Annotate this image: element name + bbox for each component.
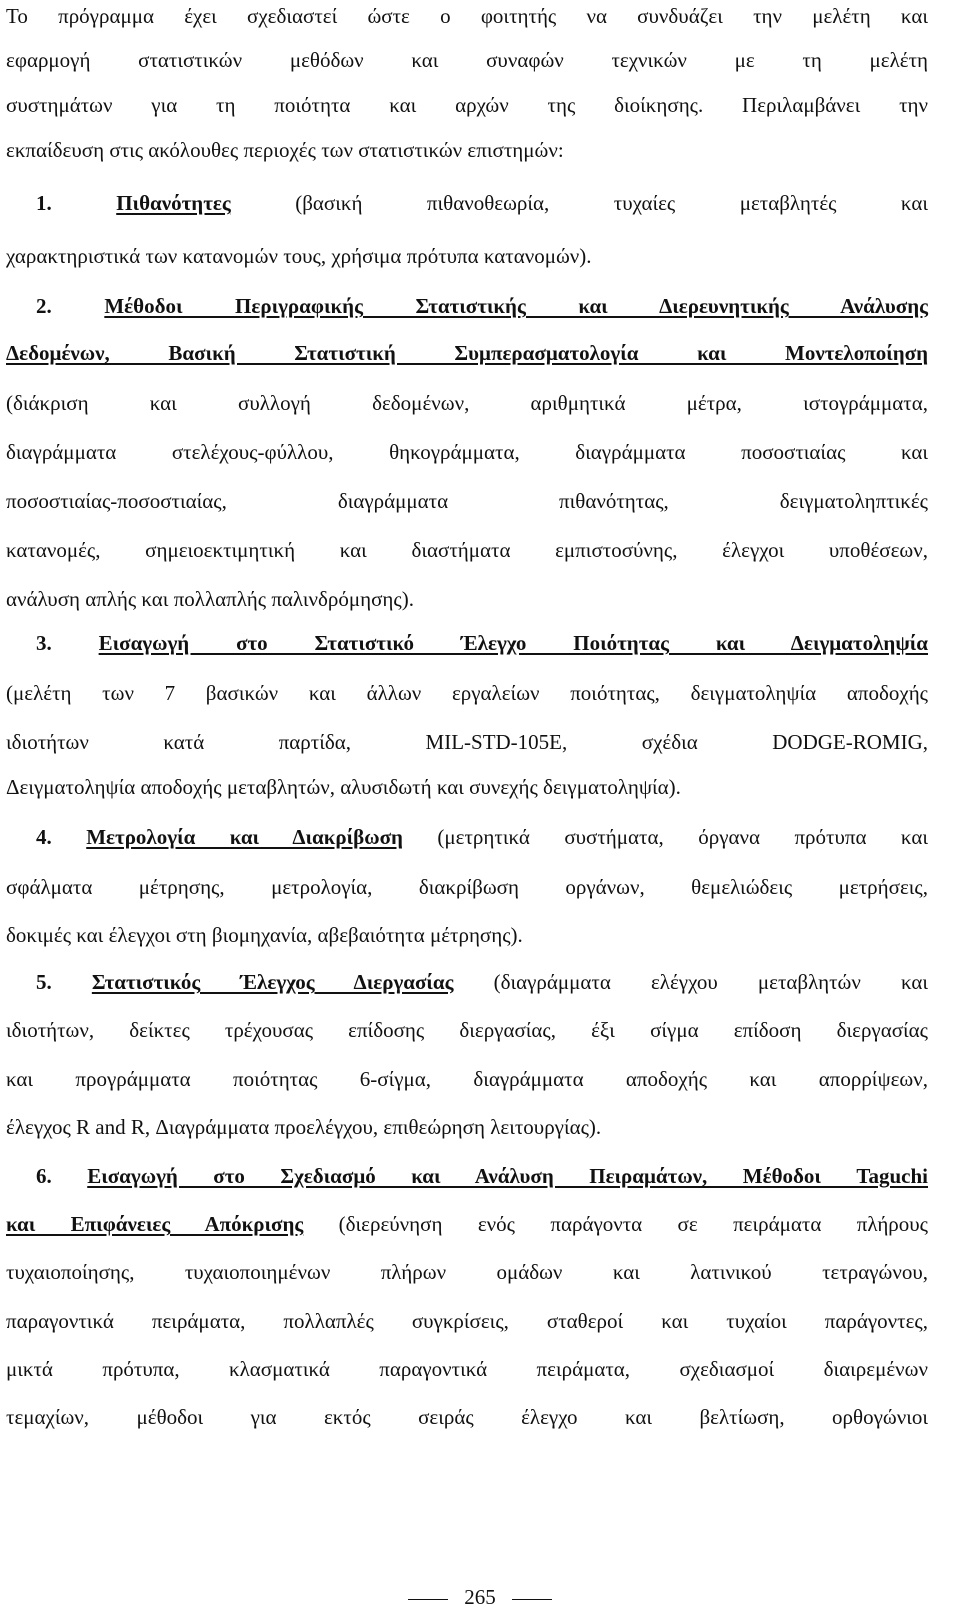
item-title: Εισαγωγή στο Στατιστικό Έλεγχο Ποιότητας και Δειγματοληψία [98,631,929,655]
text-line: διαγράμματα στελέχους-φύλλου, θηκογράμματα, διαγράμματα ποσοστιαίας και [6,440,928,464]
footer-dash-left [408,1599,448,1600]
item-number: 3. [36,631,52,655]
item-number: 1. [36,191,52,215]
text-line: συστημάτων για τη ποιότητα και αρχών της διοίκησης. Περιλαμβάνει την [6,93,928,117]
text-line: (μελέτη των 7 βασικών και άλλων εργαλείων ποιότητας, δειγματοληψία αποδοχής [6,681,928,705]
text-line: κατανομές, σημειοεκτιμητική και διαστήματα εμπιστοσύνης, έλεγχοι υποθέσεων, [6,538,928,562]
list-item-6-line [6,1161,928,1191]
text-line: ιδιοτήτων, δείκτες τρέχουσας επίδοσης διεργασίας, έξι σίγμα επίδοση διεργασίας [6,1018,928,1042]
text-line: εκπαίδευση στις ακόλουθες περιοχές των στατιστικών επιστημών: [6,138,564,162]
text-line: εφαρμογή στατιστικών μεθόδων και συναφών τεχνικών με τη μελέτη [6,48,928,72]
list-item-1-line [6,188,928,218]
list-item-2-line [6,291,928,321]
text-line [6,1209,928,1239]
list-item-5-line [6,967,928,997]
text-line: σφάλματα μέτρησης, μετρολογία, διακρίβωση οργάνων, θεμελιώδεις μετρήσεις, [6,875,928,899]
list-item-4-line [6,822,928,852]
item-number: 5. [36,970,52,994]
item-title: και Επιφάνειες Απόκρισης [6,1212,304,1236]
item-text: (βασική πιθανοθεωρία, τυχαίες μεταβλητές και [295,191,928,215]
text-line: έλεγχος R and R, Διαγράμματα προελέγχου, επιθεώρηση λειτουργίας). [6,1115,602,1139]
text-line: Το πρόγραμμα έχει σχεδιαστεί ώστε ο φοιτητής να συνδυάζει την μελέτη και [6,4,928,28]
text-line: τεμαχίων, μέθοδοι για εκτός σειράς έλεγχο και βελτίωση, ορθογώνιοι [6,1405,928,1429]
text-line: παραγοντικά πειράματα, πολλαπλές συγκρίσεις, σταθεροί και τυχαίοι παράγοντες, [6,1309,928,1333]
item-number: 4. [36,825,52,849]
item-text: (διαγράμματα ελέγχου μεταβλητών και [493,970,928,994]
text-line [6,338,928,368]
text-line: δοκιμές και έλεγχοι στη βιομηχανία, αβεβαιότητα μέτρησης). [6,923,523,947]
text-line: και προγράμματα ποιότητας 6-σίγμα, διαγράμματα αποδοχής και απορρίψεων, [6,1067,928,1091]
text-line: ποσοστιαίας-ποσοστιαίας, διαγράμματα πιθανότητας, δειγματοληπτικές [6,489,928,513]
footer-dash-right [512,1599,552,1600]
item-text: (διερεύνηση ενός παράγοντα σε πειράματα πλήρους [338,1212,928,1236]
text-line: (διάκριση και συλλογή δεδομένων, αριθμητικά μέτρα, ιστογράμματα, [6,391,928,415]
text-line: ιδιοτήτων κατά παρτίδα, MIL-STD-105E, σχέδια DODGE-ROMIG, [6,730,928,754]
item-title: Μετρολογία και Διακρίβωση [86,825,403,849]
item-title: Πιθανότητες [116,191,231,215]
item-number: 6. [36,1164,52,1188]
text-line: ανάλυση απλής και πολλαπλής παλινδρόμησης). [6,587,414,611]
item-title: Στατιστικός Έλεγχος Διεργασίας [91,970,454,994]
page-number: 265 [464,1585,496,1609]
item-text: (μετρητικά συστήματα, όργανα πρότυπα και [437,825,928,849]
item-title: Εισαγωγή στο Σχεδιασμό και Ανάλυση Πειραμάτων, Μέθοδοι Taguchi [87,1164,928,1188]
text-line: τυχαιοποίησης, τυχαιοποιημένων πλήρων ομάδων και λατινικού τετραγώνου, [6,1260,928,1284]
page-footer [0,1584,960,1610]
text-line: χαρακτηριστικά των κατανομών τους, χρήσιμα πρότυπα κατανομών). [6,244,592,268]
item-title: Μέθοδοι Περιγραφικής Στατιστικής και Διερευνητικής Ανάλυσης [104,294,928,318]
item-number: 2. [36,294,52,318]
text-line: μικτά πρότυπα, κλασματικά παραγοντικά πειράματα, σχεδιασμοί διαιρεμένων [6,1357,928,1381]
text-line: Δειγματοληψία αποδοχής μεταβλητών, αλυσιδωτή και συνεχής δειγματοληψία). [6,775,681,799]
item-title: Δεδομένων, Βασική Στατιστική Συμπερασματολογία και Μοντελοποίηση [6,341,928,365]
list-item-3-line [6,628,928,658]
